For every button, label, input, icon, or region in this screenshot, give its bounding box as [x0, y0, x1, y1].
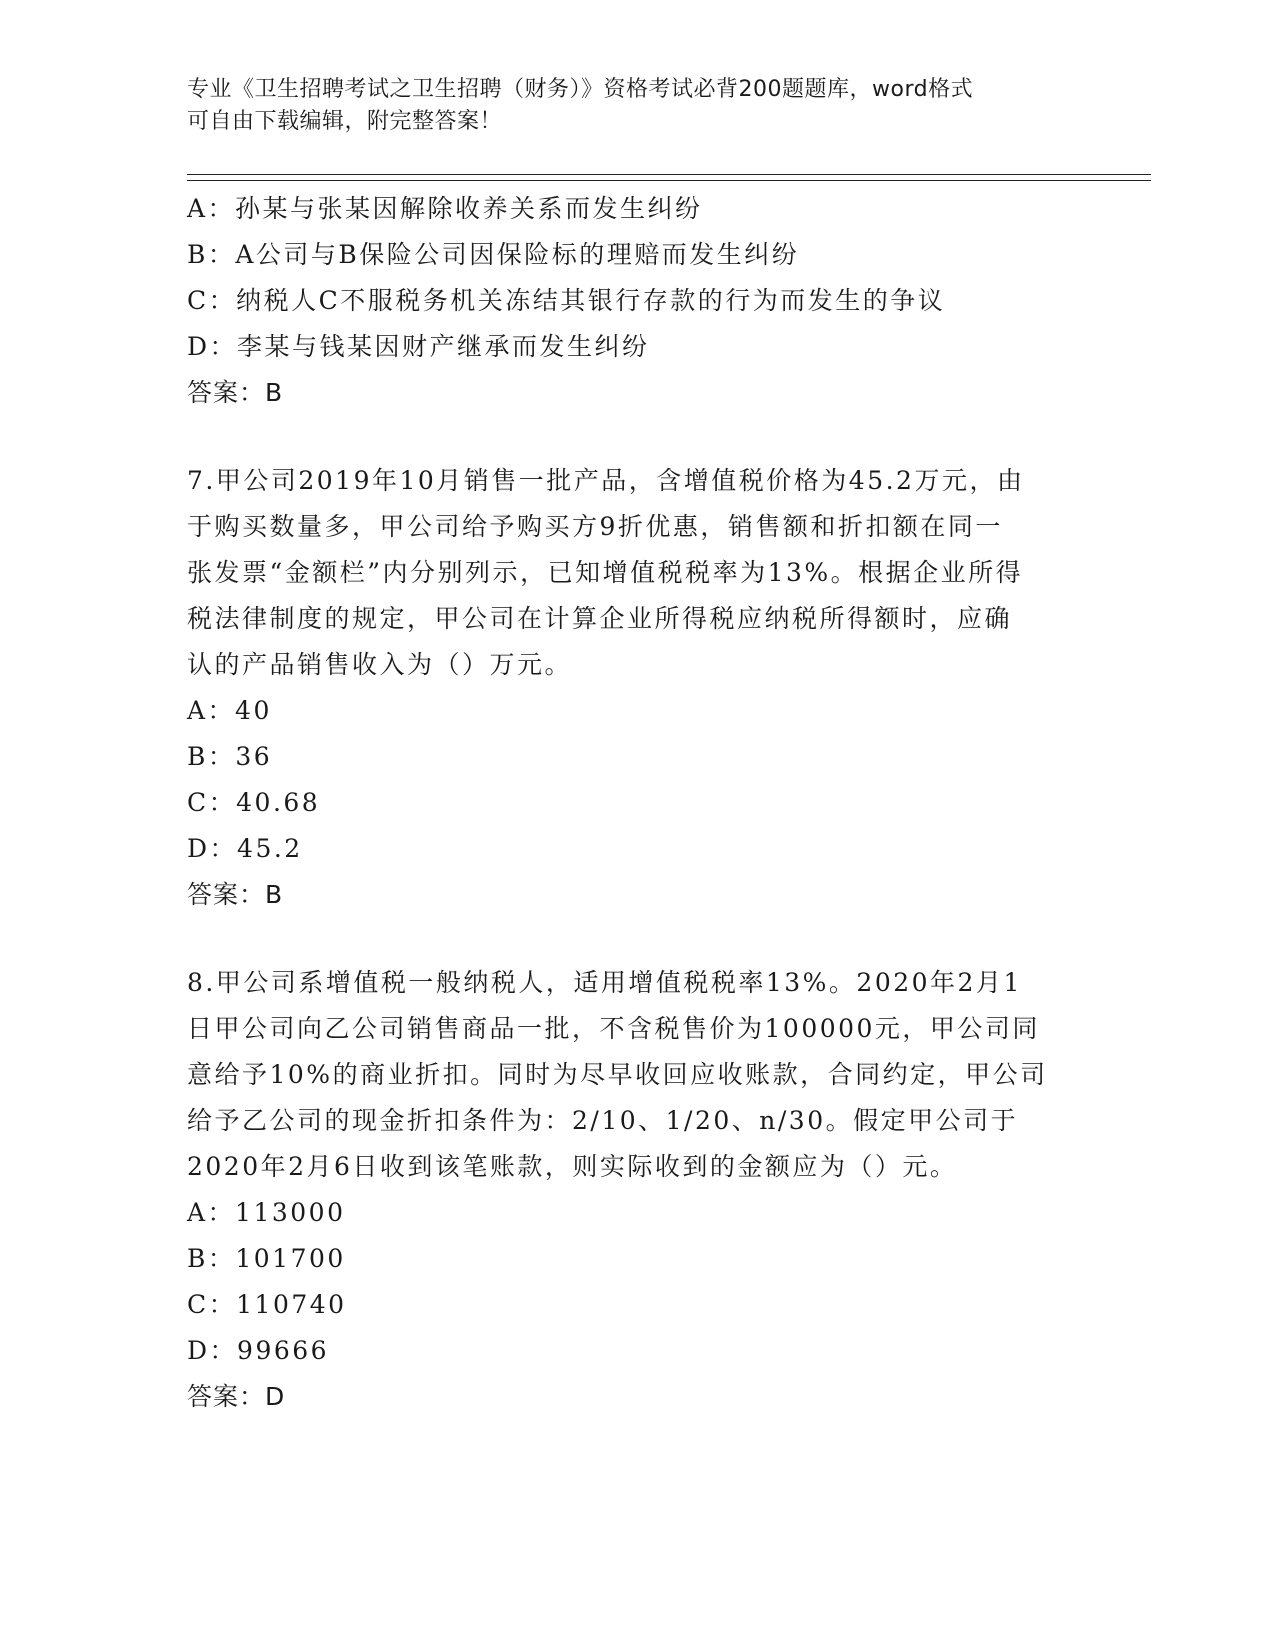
option-b: B：101700 — [187, 1244, 346, 1273]
option-d: D：45.2 — [187, 834, 303, 863]
option-a: A：113000 — [187, 1198, 346, 1227]
header-divider-bottom — [187, 180, 1151, 181]
question-content — [187, 186, 1087, 1420]
option-c: C：40.68 — [187, 788, 321, 817]
question-stem-line: 日甲公司向乙公司销售商品一批，不含税售价为100000元，甲公司同 — [187, 1014, 1040, 1043]
question-stem-line: 税法律制度的规定，甲公司在计算企业所得税应纳税所得额时，应确 — [187, 604, 1013, 633]
option-d: D：99666 — [187, 1336, 330, 1365]
option-c: C：110740 — [187, 1290, 347, 1319]
answer-line: 答案：B — [187, 378, 284, 407]
question-stem-line: 7.甲公司2019年10月销售一批产品，含增值税价格为45.2万元，由 — [187, 466, 1025, 495]
question-stem-line: 8.甲公司系增值税一般纳税人，适用增值税税率13%。2020年2月1 — [187, 968, 1022, 997]
answer-line: 答案：B — [187, 880, 284, 909]
question-stem-line: 意给予10%的商业折扣。同时为尽早收回应收账款，合同约定，甲公司 — [187, 1060, 1048, 1089]
question-stem-line: 于购买数量多，甲公司给予购买方9折优惠，销售额和折扣额在同一 — [187, 512, 1003, 541]
question-stem-line: 2020年2月6日收到该笔账款，则实际收到的金额应为（）元。 — [187, 1152, 958, 1181]
question-6 — [187, 186, 1087, 416]
option-c: C：纳税人C不服税务机关冻结其银行存款的行为而发生的争议 — [187, 286, 946, 315]
option-b: B：36 — [187, 742, 273, 771]
option-b: B：A公司与B保险公司因保险标的理赔而发生纠纷 — [187, 240, 800, 269]
answer-line: 答案：D — [187, 1382, 286, 1411]
header-line-2: 可自由下载编辑，附完整答案！ — [187, 109, 503, 134]
question-stem-line: 张发票“金额栏”内分别列示，已知增值税税率为13%。根据企业所得 — [187, 558, 1024, 587]
option-a: A：孙某与张某因解除收养关系而发生纠纷 — [187, 194, 703, 223]
header-line-1: 专业《卫生招聘考试之卫生招聘（财务）》资格考试必背200题题库，word格式 — [187, 77, 974, 102]
question-stem-line: 认的产品销售收入为（）万元。 — [187, 650, 573, 679]
question-7 — [187, 458, 1087, 918]
document-header — [187, 74, 1087, 138]
header-divider-top — [187, 174, 1151, 175]
option-d: D：李某与钱某因财产继承而发生纠纷 — [187, 332, 650, 361]
option-a: A：40 — [187, 696, 272, 725]
question-stem-line: 给予乙公司的现金折扣条件为：2/10、1/20、n/30。假定甲公司于 — [187, 1106, 1019, 1135]
question-8 — [187, 960, 1087, 1420]
